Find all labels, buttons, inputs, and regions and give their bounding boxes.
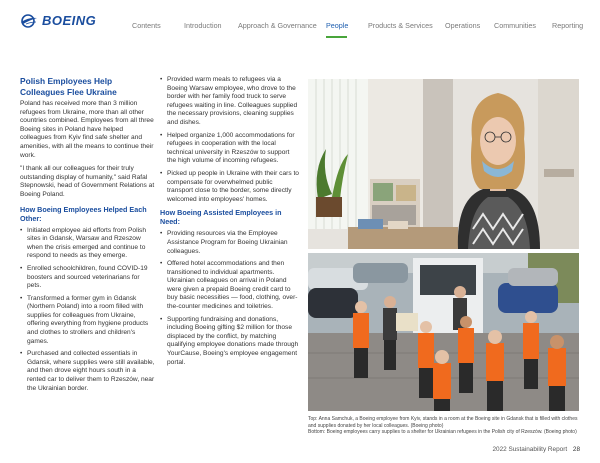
- list-item: • Providing resources via the Employee Assistance Program for Boeing Ukrainian colleagues.: [160, 230, 300, 256]
- photo-illustration: [308, 253, 579, 411]
- article-title: Polish Employees Help Colleagues Flee Ukraine: [20, 76, 117, 97]
- article-intro: Poland has received more than 3 million refugees from Ukraine, more than all other countries combined. Employees from all three Boeing sites in Poland have helped colleagues from Kyiv find safe shelter and amenities, with all the means to continue their work.: [20, 100, 154, 159]
- list-item: • Provided warm meals to refugees via a Boeing Warsaw employee, who drove to the border with her family food truck to serve refugees waiting in line. Colleagues supplied the necessary provisions, cleaning supplies and dishes.: [160, 76, 300, 128]
- nav-introduction[interactable]: Introduction: [184, 21, 222, 30]
- page-header: [0, 0, 600, 44]
- list-item: • Helped organize 1,000 accommodations for refugees in cooperation with the local technical university in Rzeszów to support the high volume of incoming refugees.: [160, 132, 300, 166]
- nav-operations[interactable]: Operations: [445, 21, 481, 30]
- nav-reporting[interactable]: Reporting: [552, 21, 584, 30]
- logo-wordmark: BOEING: [42, 13, 97, 28]
- nav-products-services[interactable]: Products & Services: [368, 21, 433, 30]
- photo-employees-carrying-supplies: [308, 253, 579, 411]
- photo-illustration: [308, 79, 579, 249]
- boeing-symbol-icon: [20, 14, 38, 28]
- caption-bottom: Bottom: Boeing employees carry supplies to a shelter for Ukrainian refugees in the Polish city of Rzeszów. (Boeing photo): [308, 429, 577, 436]
- section-heading-employees-helped: How Boeing Employees Helped Each Other:: [20, 204, 147, 223]
- nav-people[interactable]: People: [326, 21, 349, 30]
- page-number: 28: [572, 446, 580, 453]
- nav-communities[interactable]: Communities: [494, 21, 536, 30]
- list-item: • Offered hotel accommodations and then transitioned to individual apartments. Ukrainian colleagues on arrival in Poland were given a prepaid Boeing credit card to buy basic necessities — food, clothing, over-the-counter medicines and toiletries.: [160, 260, 300, 312]
- nav-approach-governance[interactable]: Approach & Governance: [238, 21, 317, 30]
- caption-top: Top: Anna Samchuk, a Boeing employee from Kyiv, stands in a room at the Boeing site in Gdansk that is filled with clothes and supplies donated by her local colleagues. (Boeing photo): [308, 416, 578, 429]
- report-title: 2022 Sustainability Report: [492, 446, 568, 453]
- boeing-logo[interactable]: [20, 13, 96, 28]
- nav-contents[interactable]: Contents: [132, 21, 161, 30]
- employees-helped-list-continued: [160, 76, 300, 204]
- article-quote: "I thank all our colleagues for their truly outstanding display of humanity," said Rafal Stepnowski, head of Government Relations at Boeing Poland.: [20, 165, 155, 198]
- list-item: • Supporting fundraising and donations, including Boeing gifting $2 million for those displaced by the conflict, by matching qualifying employee donations made through YourCause, Boeing's employee engagement portal.: [160, 316, 300, 368]
- list-item: • Initiated employee aid efforts from Polish sites in Gdansk, Warsaw and Rzeszow when the crisis emerged and continue to respond to needs as they emerge.: [20, 227, 155, 261]
- list-item: • Enrolled schoolchildren, found COVID-19 boosters and sourced veterinarians for pets.: [20, 265, 155, 291]
- photo-captions: [308, 416, 583, 436]
- boeing-assisted-list: [160, 230, 300, 367]
- active-nav-indicator: [326, 36, 347, 38]
- employees-helped-list: [20, 227, 155, 394]
- photo-employee-supply-room: [308, 79, 579, 249]
- section-heading-boeing-assisted: How Boeing Assisted Employees in Need:: [160, 208, 282, 227]
- article-column-2: [160, 76, 300, 371]
- list-item: • Purchased and collected essentials in Gdansk, where supplies were still available, and then drove eight hours south in a rented car to deliver them to Rzeszów, near the Ukrainian border.: [20, 350, 155, 393]
- list-item: • Picked up people in Ukraine with their cars to compensate for overwhelmed public transport close to the border, some directly welcomed into employees' homes.: [160, 170, 300, 204]
- list-item: • Transformed a former gym in Gdansk (Northern Poland) into a room filled with supplies for colleagues from Ukraine, offering everything from hygiene products and clothes to strollers and children's games.: [20, 295, 155, 347]
- article-column-1: [20, 76, 155, 397]
- page-footer: [493, 446, 581, 453]
